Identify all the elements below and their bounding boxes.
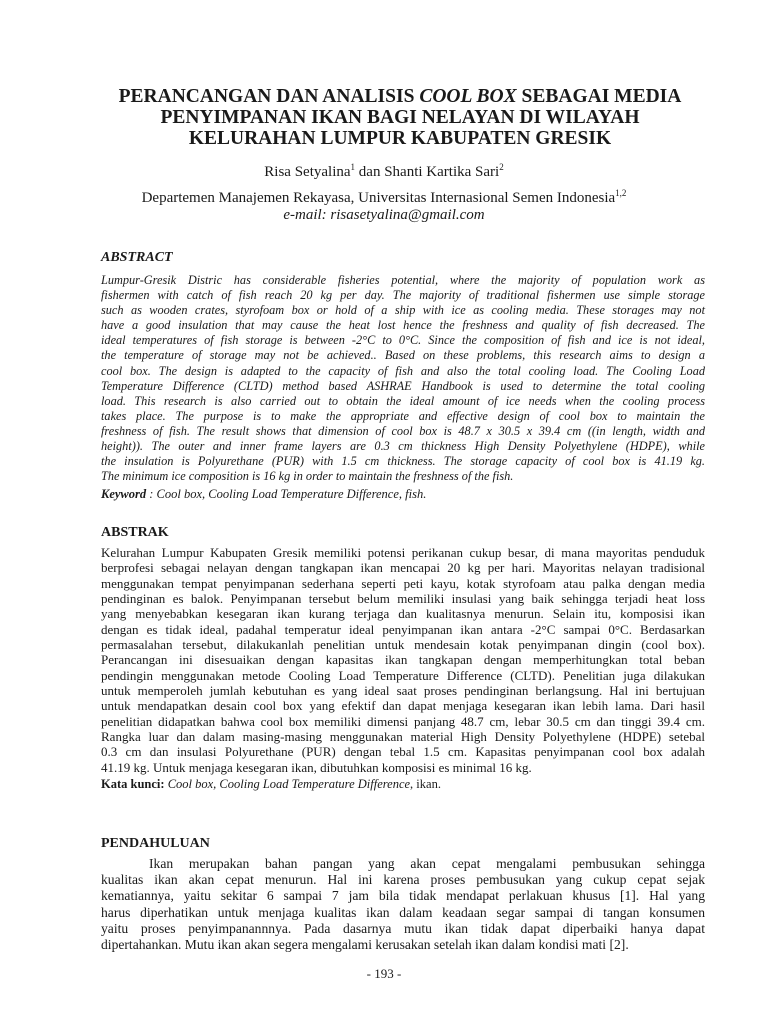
text-line: ideal temperatures of fish storage is between -2°C to 0°C. Since the composition of fish and ice is not ideal, xyxy=(101,333,705,348)
text-line: Temperature Difference (CLTD) method based ASHRAE Handbook is used to determine the total cooling xyxy=(101,378,705,393)
affiliation: Departemen Manajemen Rekayasa, Universitas Internasional Semen Indonesia$^{1,2}$ xyxy=(141,188,627,206)
text-line: have a good insulation that may cause the heat lost hence the freshness and quality of fish decreased. The xyxy=(101,318,705,333)
author-list: Risa Setyalina$^1$ dan Shanti Kartika Sari$^2$ xyxy=(264,162,504,180)
abstract-heading: ABSTRACT xyxy=(101,250,173,265)
text-line: the insulation is Polyurethane (PUR) with 1.5 cm thickness. The storage capacity of cool box is 41.19 kg. xyxy=(101,454,705,469)
text-line: fishermen with catch of fish reach 20 kg per day. The majority of traditional fishermen use simple storage xyxy=(101,288,705,303)
pendahuluan-heading: PENDAHULUAN xyxy=(101,836,210,851)
text-line: cool box. The design is adapted to the capacity of fish and also the total cooling load. The Cooling Load xyxy=(101,363,705,378)
text-line: load. This research is also carried out to obtain the ideal amount of ice needs when the cooling process xyxy=(101,393,705,408)
text-line: Perancangan ini disesuaikan dengan kapasitas ikan tangkapan dengan memperhitungkan total beban xyxy=(101,652,705,668)
text-line: untuk mendapatkan desain cool box yang efektif dan dapat menjaga kesegaran ikan lebih lama. Dari hasil xyxy=(101,698,705,714)
text-line: Lumpur-Gresik Distric has considerable fisheries potential, where the majority of population work as xyxy=(101,273,705,287)
title-line-1: PERANCANGAN DAN ANALISIS COOL BOX SEBAGAI MEDIA xyxy=(118,86,682,107)
kata-kunci-line: Kata kunci: Cool box, Cooling Load Temperature Difference, ikan. xyxy=(101,777,441,791)
text-line: pendingin menggunakan metode Cooling Load Temperature Difference (CLTD). Penelitian juga dilakukan xyxy=(101,667,705,683)
paper-title xyxy=(100,86,700,149)
text-line: berprofesi sebagai nelayan dengan tangkapan ikan mencapai 20 kg per hari. Mayoritas nelayan tradisional xyxy=(101,560,705,576)
text-line: freshness of fish. The result shows that dimension of cool box is 48.7 x 30.5 x 39.4 cm ((in length, width and xyxy=(101,423,705,438)
text-line: 41.19 kg. Untuk menjaga kesegaran ikan, dibutuhkan komposisi es minimal 16 kg. xyxy=(101,759,532,775)
text-line: harus diperhatikan untuk menjaga kualitas ikan dalam keadaan segar sampai di tangan konsumen xyxy=(101,904,705,920)
text-line: Kelurahan Lumpur Kabupaten Gresik memiliki potensi perikanan cukup besar, di mana mayoritas penduduk xyxy=(101,545,705,560)
title-line-3: KELURAHAN LUMPUR KABUPATEN GRESIK xyxy=(188,128,612,149)
text-line: The minimum ice composition is 16 kg in order to maintain the freshness of the fish. xyxy=(101,469,514,484)
text-line: kematiannya, yaitu sekitar 6 sampai 7 jam bila tidak mendapat perlakuan khusus [1]. Hal yang xyxy=(101,888,705,904)
text-line: permasalahan tersebut, dilakukanlah penelitian untuk mendesain kotak penyimpanan dingin (cool box). xyxy=(101,637,705,653)
text-line: Rangka luar dan dalam masing-masing menggunakan material High Density Polyethylene (HDPE) setebal xyxy=(101,729,705,745)
text-line: height)). The outer and inner frame layers are 0.3 cm thickness High Density Polyethylene (HDPE), while xyxy=(101,439,705,454)
abstract-body xyxy=(101,273,705,484)
text-line: such as wooden crates, styrofoam box or hold of a ship with ice as cooling media. These storages may not xyxy=(101,303,705,318)
contact-email: e-mail: risasetyalina@gmail.com xyxy=(283,207,485,223)
abstrak-heading: ABSTRAK xyxy=(101,525,169,540)
text-line: the temperature of storage may not be achieved.. Based on these problems, this research aims to design a xyxy=(101,348,705,363)
keyword-line: Keyword : Cool box, Cooling Load Temperature Difference, fish. xyxy=(101,487,427,501)
text-line: kualitas ikan akan cepat menurun. Hal ini karena proses pembusukan yang cukup cepat sejak xyxy=(101,872,705,888)
title-line-2: PENYIMPANAN IKAN BAGI NELAYAN DI WILAYAH xyxy=(160,107,640,128)
text-line: dipertahankan. Mutu ikan akan segera mengalami kerusakan setelah ikan dalam kondisi mati [2]. xyxy=(101,937,629,953)
text-line: yang menyebabkan kesegaran ikan kurang terjaga dan kualitasnya menurun. Selain itu, komposisi ikan xyxy=(101,606,705,622)
text-line: penelitian didapatkan bahwa cool box memiliki dimensi panjang 48.7 cm, lebar 30.5 cm dan tinggi 39.4 cm. xyxy=(101,713,705,729)
text-line: 0.3 cm dan insulasi Polyurethane (PUR) dengan tebal 1.5 cm. Kapasitas penyimpanan cool box adalah xyxy=(101,744,705,760)
text-line: untuk memperoleh jumlah kebutuhan es yang ideal saat proses pendinginan berlangsung. Hal ini bertujuan xyxy=(101,683,705,699)
text-line: menggunakan tempat penyimpanan sederhana seperti peti kayu, kotak styrofoam atau palka dengan media xyxy=(101,575,705,591)
text-line: yaitu proses penyimpanannnya. Pada dasarnya mutu ikan tidak dapat diperbaiki hanya dapat xyxy=(101,920,705,936)
text-line: dengan es tidak ideal, padahal temperatur ideal penyimpanan ikan antara -2°C sampai 0°C. Berdasarkan xyxy=(101,621,705,637)
text-line: takes place. The purpose is to make the appropriate and effective design of cool box to maintain the xyxy=(101,408,705,423)
text-line: Ikan merupakan bahan pangan yang akan cepat mengalami pembusukan sehingga xyxy=(149,856,705,871)
page-number: - 193 - xyxy=(366,966,402,981)
pendahuluan-body xyxy=(101,856,705,953)
text-line: pendinginan es balok. Penyimpanan tersebut belum memiliki insulasi yang baik sehingga terjadi heat loss xyxy=(101,591,705,607)
abstrak-body xyxy=(101,545,705,775)
